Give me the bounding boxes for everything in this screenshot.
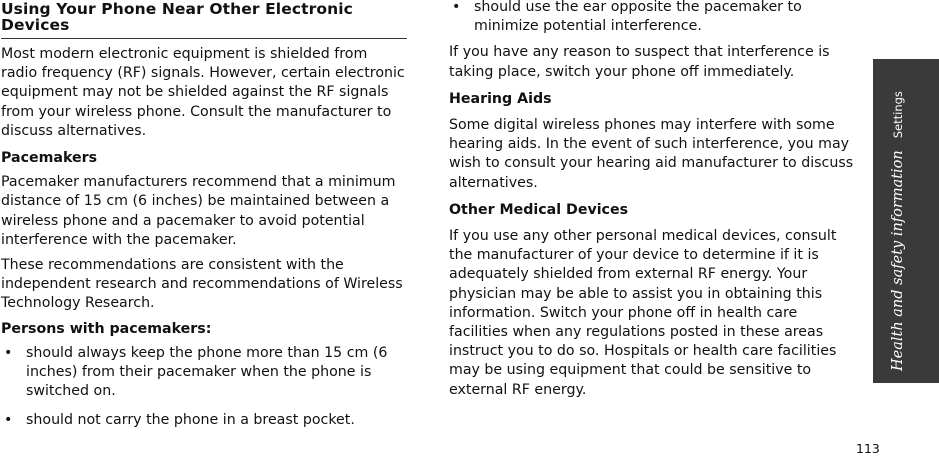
- medical-devices-paragraph: If you use any other personal medical devices, consult the manufacturer of your device to determine if it is adequately shielded from external RF energy. Your physician may be able to assist you in obtaining this information. Switch your phone off in health care facilities when any regulations posted in these areas instruct you to do so. Hospitals or health care facilities may be using equipment that could be sensitive to external RF energy.: [449, 228, 837, 398]
- list-item-text: should always keep the phone more than 15 cm (6 inches) from their pacemaker when the phone is switched on.: [26, 344, 388, 400]
- list-item: [449, 0, 855, 36]
- page-number: 113: [856, 441, 880, 456]
- section-title: Using Your Phone Near Other Electronic Devices: [1, 1, 407, 39]
- hearing-aids-paragraph: Some digital wireless phones may interfere with some hearing aids. In the event of such interference, you may wish to consult your hearing aid manufacturer to discuss alternatives.: [449, 117, 854, 191]
- right-column: [449, 0, 855, 400]
- bullet-icon: •: [4, 412, 13, 429]
- pacemaker-bullet-list: [1, 344, 407, 431]
- ear-bullet-list: [449, 0, 855, 36]
- bullet-icon: •: [452, 0, 461, 15]
- left-column: [1, 0, 407, 438]
- list-item: [1, 344, 407, 402]
- section-label: Settings: [891, 91, 905, 139]
- hearing-aids-heading: Hearing Aids: [449, 90, 552, 107]
- chapter-title: Health and safety information: [890, 150, 906, 371]
- bullet-icon: •: [4, 344, 13, 361]
- list-item-text: should not carry the phone in a breast pocket.: [26, 412, 355, 429]
- list-item-text: should use the ear opposite the pacemaker to minimize potential interference.: [474, 0, 802, 35]
- pacemakers-paragraph: Pacemaker manufacturers recommend that a minimum distance of 15 cm (6 inches) be maintained between a wireless phone and a pacemaker to avoid potential interference with the pacemaker.: [1, 174, 396, 248]
- interference-paragraph: If you have any reason to suspect that interference is taking place, switch your phone off immediately.: [449, 44, 830, 80]
- list-item: [1, 411, 407, 430]
- intro-paragraph: Most modern electronic equipment is shielded from radio frequency (RF) signals. However, certain electronic equipment may not be shielded against the RF signals from your wireless phone. Consult the manufacturer to discuss alternatives.: [1, 46, 405, 139]
- side-tab-text: [887, 91, 906, 371]
- persons-with-pacemakers-heading: Persons with pacemakers:: [1, 320, 212, 337]
- other-medical-devices-heading: Other Medical Devices: [449, 201, 629, 218]
- pacemakers-heading: Pacemakers: [1, 150, 98, 167]
- chapter-side-tab: [873, 59, 939, 383]
- recommendations-paragraph: These recommendations are consistent with the independent research and recommendations of Wireless Technology Research.: [1, 257, 403, 312]
